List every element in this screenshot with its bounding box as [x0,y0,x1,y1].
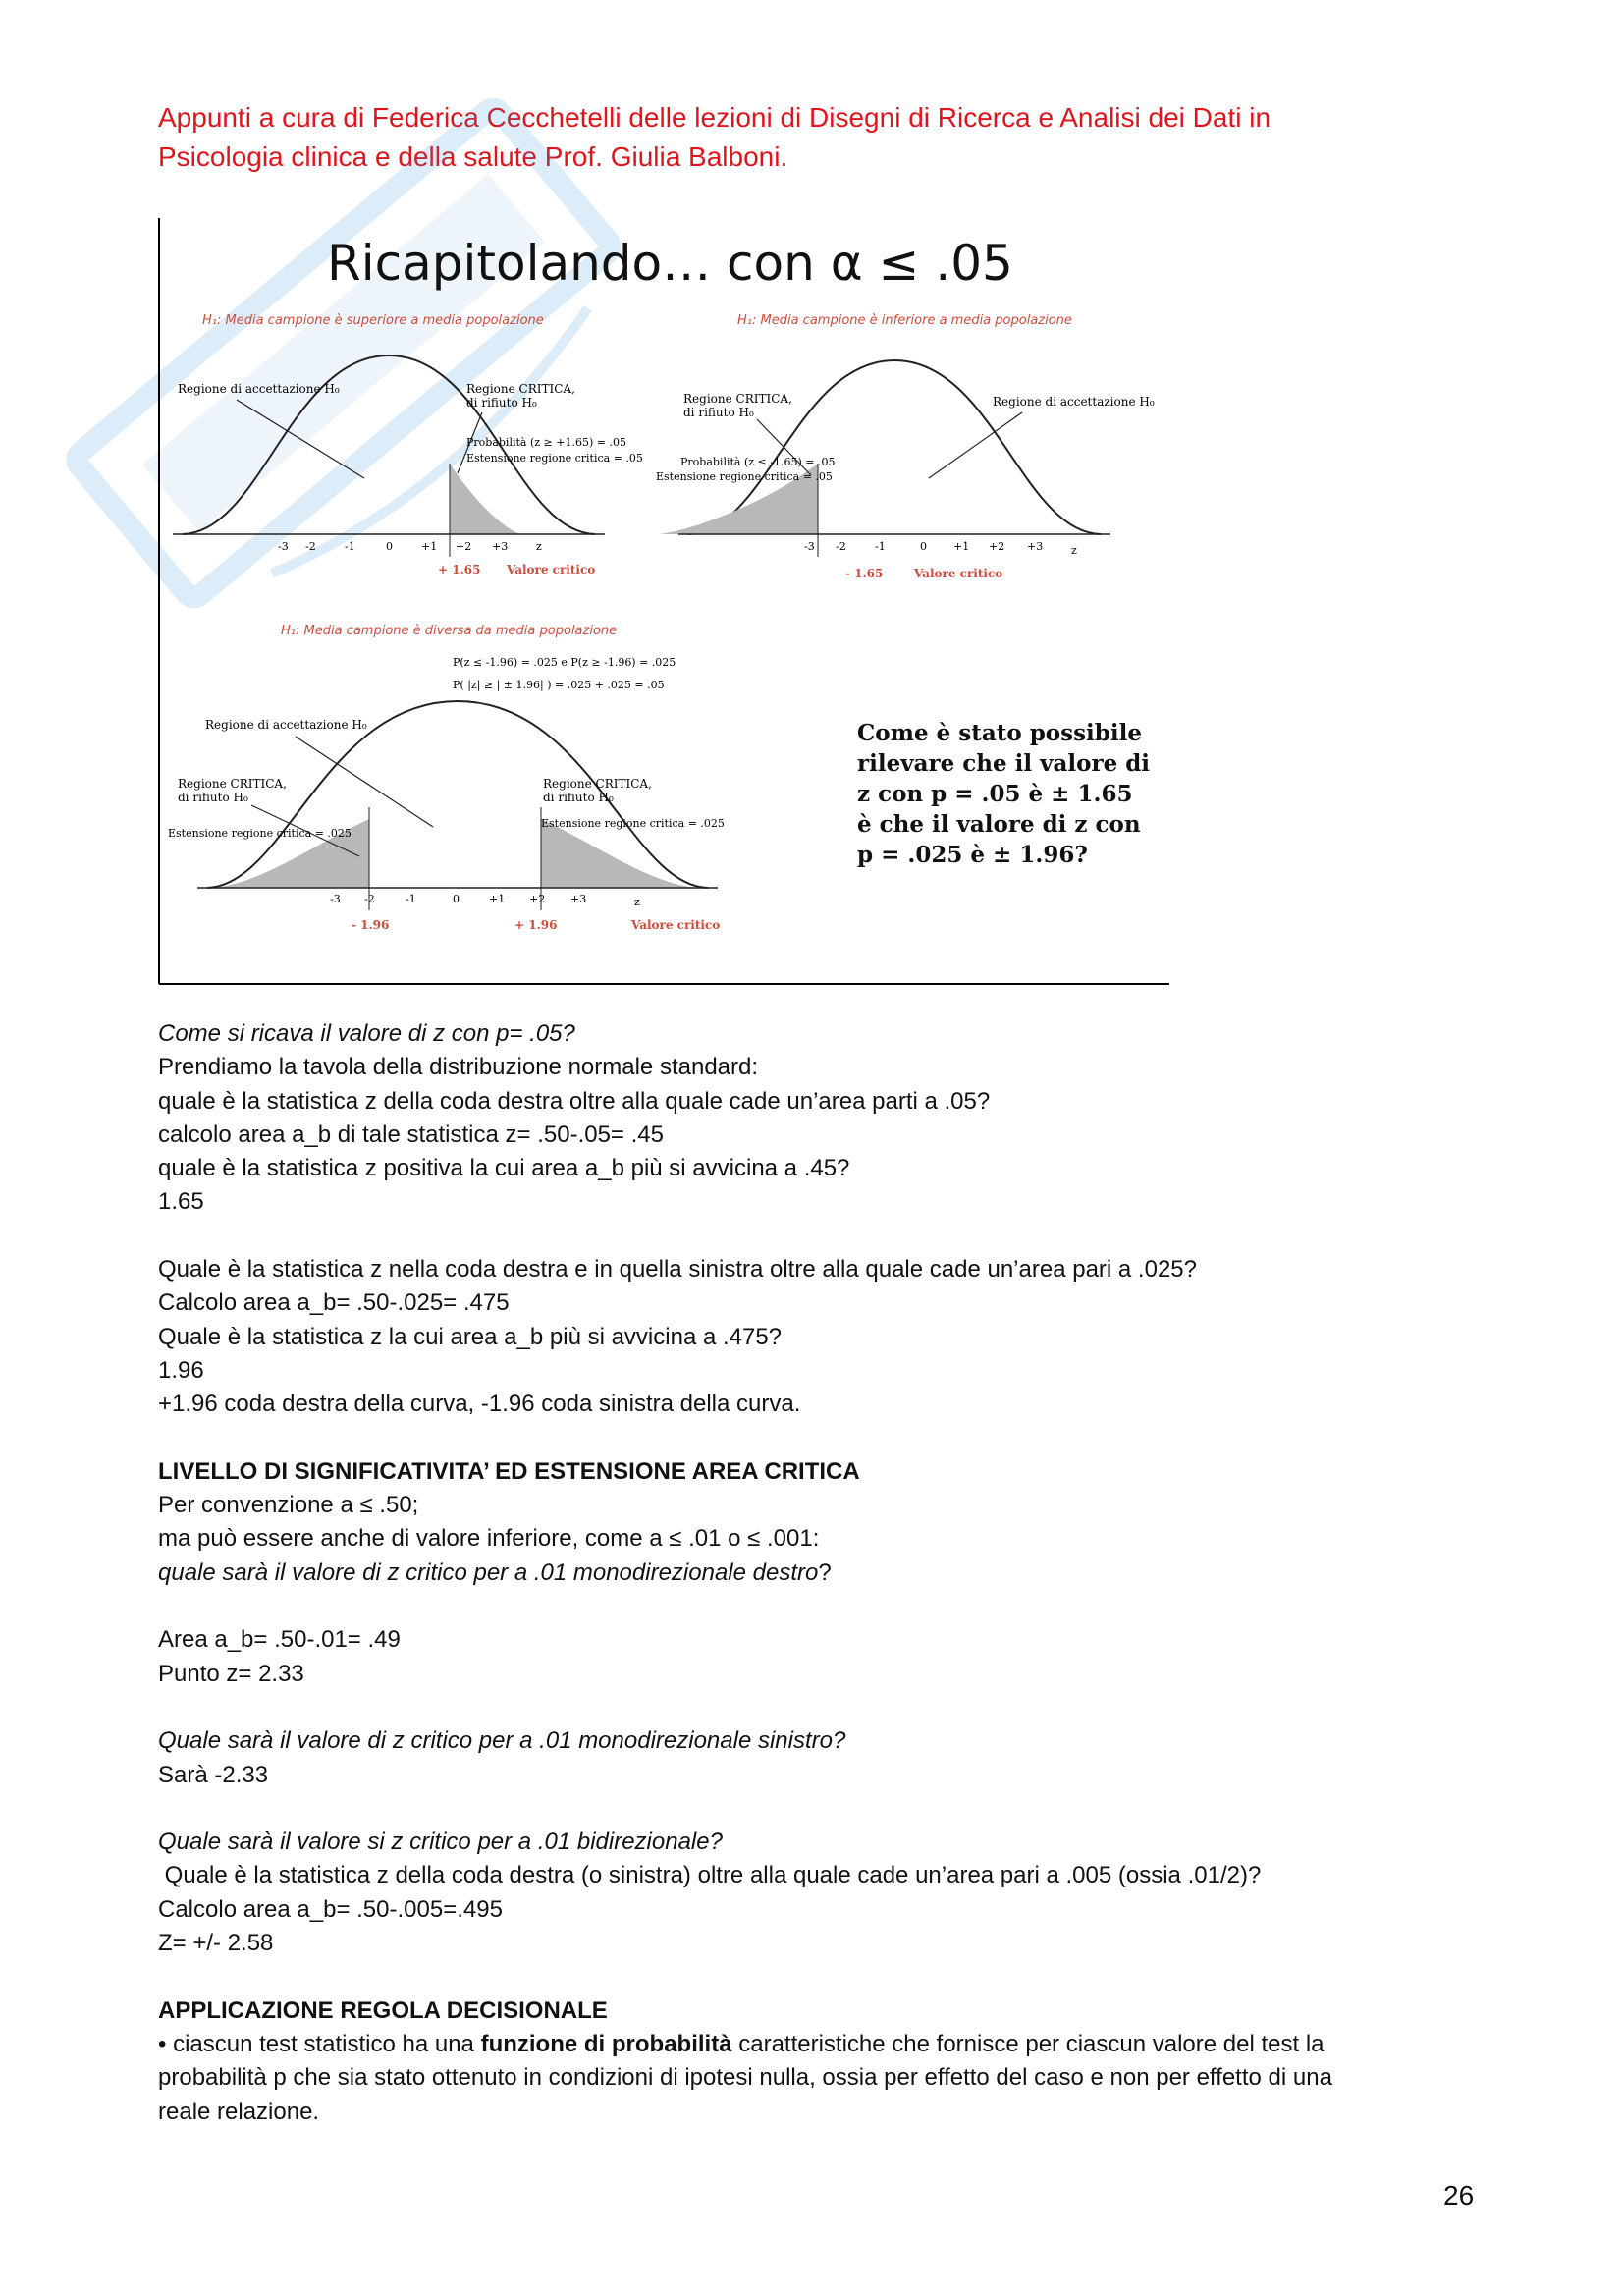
body-line: Quale è la statistica z la cui area a_b più si avvicina a .475? [158,1323,783,1350]
body-line [158,2028,1474,2061]
body-line: Quale è la statistica z nella coda destra e in quella sinistra oltre alla quale cade un’area pari a .025? [158,1256,1197,1284]
panel2-probability: Probabilità (z ≤ -1.65) = .05 [680,456,836,468]
body-line: Quale sarà il valore si z critico per a .01 bidirezionale? [158,1829,723,1856]
panel3-probability-2: P( |z| ≥ | ± 1.96| ) = .025 + .025 = .05 [453,679,665,691]
body-line: Quale è la statistica z della coda destra (o sinistra) oltre alla quale cade un’area pari a .005 (ossia .01/2)? [158,1862,1262,1889]
body-line: Calcolo area a_b= .50-.025= .475 [158,1289,510,1317]
question-line: z con p = .05 è ± 1.65 [857,781,1133,807]
panel1-acceptance-label: Regione di accettazione H₀ [178,382,340,396]
panel-left-tail [656,313,1155,580]
panel3-acceptance-label: Regione di accettazione H₀ [205,718,367,732]
panel2-tick: -2 [836,540,846,553]
panel1-tick: +2 [456,540,472,553]
body-line: Punto z= 2.33 [158,1660,304,1687]
body-line: ma può essere anche di valore inferiore, come a ≤ .01 o ≤ .001: [158,1525,820,1553]
slide-figure [158,218,1169,986]
panel3-tick: -1 [406,893,416,905]
panel2-tick: -1 [875,540,886,553]
panel-two-tails [168,624,725,932]
body-line: 1.65 [158,1188,204,1216]
panel3-critical-value-label: Valore critico [631,918,721,932]
body-line [158,1557,1474,1590]
body-line: Per convenzione a ≤ .50; [158,1492,419,1519]
panel2-tick: -3 [804,540,815,553]
panel2-tick: +3 [1027,540,1044,553]
header-line-2: Psicologia clinica e della salute Prof. Giulia Balboni. [158,141,788,172]
panel1-tick: 0 [386,540,393,553]
header-line-1: Appunti a cura di Federica Cecchetelli delle lezioni di Disegni di Ricerca e Analisi dei Dati in [158,102,1271,133]
panel2-tick: 0 [920,540,927,553]
body-line: quale è la statistica z della coda destra oltre alla quale cade un’area parti a .05? [158,1087,991,1115]
question-line: è che il valore di z con [857,811,1141,838]
body-line: 1.96 [158,1356,204,1384]
panel2-z-label: z [1071,544,1077,557]
panel2-tick: +1 [953,540,970,553]
panel1-tick: +1 [421,540,438,553]
panel2-extent: Estensione regione critica = .05 [656,470,833,483]
panel3-tick: +2 [529,893,546,905]
section-heading: APPLICAZIONE REGOLA DECISIONALE [158,1996,608,2024]
panel3-critical-left-1: Regione CRITICA, [178,777,287,791]
panel3-critical-left-2: di rifiuto H₀ [178,791,248,804]
panel3-critical-left: - 1.96 [352,918,390,932]
panel1-z-label: z [536,540,542,553]
panel3-extent-left: Estensione regione critica = .025 [168,827,352,840]
slide-question [857,720,1150,868]
panel1-tick: -3 [278,540,289,553]
panel2-acceptance-label: Regione di accettazione H₀ [993,395,1155,409]
body-text [158,1017,1474,2129]
panel2-critical-label-1: Regione CRITICA, [683,392,792,406]
panel2-critical-value: - 1.65 [845,567,884,580]
panel2-hypothesis: H₁: Media campione è inferiore a media popolazione [737,313,1072,328]
panel1-critical-value: + 1.65 [438,563,481,576]
body-line-bold: funzione di probabilità [480,2030,732,2057]
body-line: Sarà -2.33 [158,1761,269,1788]
body-line-part: • ciascun test statistico ha una [158,2030,481,2057]
panel3-tick: -3 [330,893,341,905]
body-line: calcolo area a_b di tale statistica z= .50-.05= .45 [158,1121,664,1148]
body-line: Calcolo area a_b= .50-.005=.495 [158,1895,503,1923]
panel3-tick: 0 [453,893,460,905]
panel1-hypothesis: H₁: Media campione è superiore a media popolazione [202,313,544,328]
body-line: Quale sarà il valore di z critico per a .01 monodirezionale sinistro? [158,1727,846,1755]
panel3-extent-right: Estensione regione critica = .025 [541,817,725,830]
question-line: Come è stato possibile [857,720,1142,746]
body-line: probabilità p che sia stato ottenuto in condizioni di ipotesi nulla, ossia per effetto del caso e non per effetto di una [158,2064,1332,2092]
body-line: Prendiamo la tavola della distribuzione normale standard: [158,1054,759,1081]
body-line: reale relazione. [158,2098,320,2125]
panel2-critical-label-2: di rifiuto H₀ [683,406,754,419]
panel1-extent: Estensione regione critica = .05 [466,452,643,465]
panel1-critical-area [450,464,521,534]
panel3-tick: -2 [364,893,375,905]
question-line: p = .025 è ± 1.96? [857,842,1088,868]
panel2-tick: +2 [989,540,1005,553]
panel2-critical-value-label: Valore critico [914,567,1003,580]
body-line: Area a_b= .50-.01= .49 [158,1626,401,1654]
panel1-probability: Probabilità (z ≥ +1.65) = .05 [466,436,626,449]
panel1-critical-label-2: di rifiuto H₀ [466,396,537,410]
body-line-suffix: ? [818,1558,832,1586]
panel3-probability-1: P(z ≤ -1.96) = .025 e P(z ≥ -1.96) = .025 [453,656,676,669]
panel3-z-label: z [634,896,640,908]
question-line: rilevare che il valore di [857,750,1151,777]
panel1-tick: +3 [492,540,509,553]
panel-right-tail [173,313,643,576]
header-note [158,98,1464,177]
panel3-critical-right-2: di rifiuto H₀ [543,791,614,804]
panel1-tick: -1 [345,540,355,553]
panel1-critical-value-label: Valore critico [507,563,596,576]
slide-title: Ricapitolando… con α ≤ .05 [327,235,1013,292]
panel3-tick: +1 [489,893,506,905]
body-line: quale è la statistica z positiva la cui area a_b più si avvicina a .45? [158,1155,850,1182]
body-line: +1.96 coda destra della curva, -1.96 coda sinistra della curva. [158,1391,801,1418]
panel3-hypothesis: H₁: Media campione è diversa da media popolazione [281,624,618,638]
body-line-italic: quale sarà il valore di z critico per a .01 monodirezionale destro [158,1558,819,1586]
body-line: Come si ricava il valore di z con p= .05? [158,1020,575,1047]
panel3-tick: +3 [570,893,587,905]
panel3-critical-right-1: Regione CRITICA, [543,777,652,791]
panel1-critical-label-1: Regione CRITICA, [466,382,575,396]
slide-graphic [158,218,1169,986]
page-number: 26 [1443,2180,1475,2211]
section-heading: LIVELLO DI SIGNIFICATIVITA’ ED ESTENSIONE AREA CRITICA [158,1457,860,1485]
body-line: Z= +/- 2.58 [158,1930,274,1957]
panel1-tick: -2 [305,540,316,553]
panel3-critical-right: + 1.96 [514,918,558,932]
body-line-part: caratteristiche che fornisce per ciascun valore del test la [731,2030,1325,2057]
